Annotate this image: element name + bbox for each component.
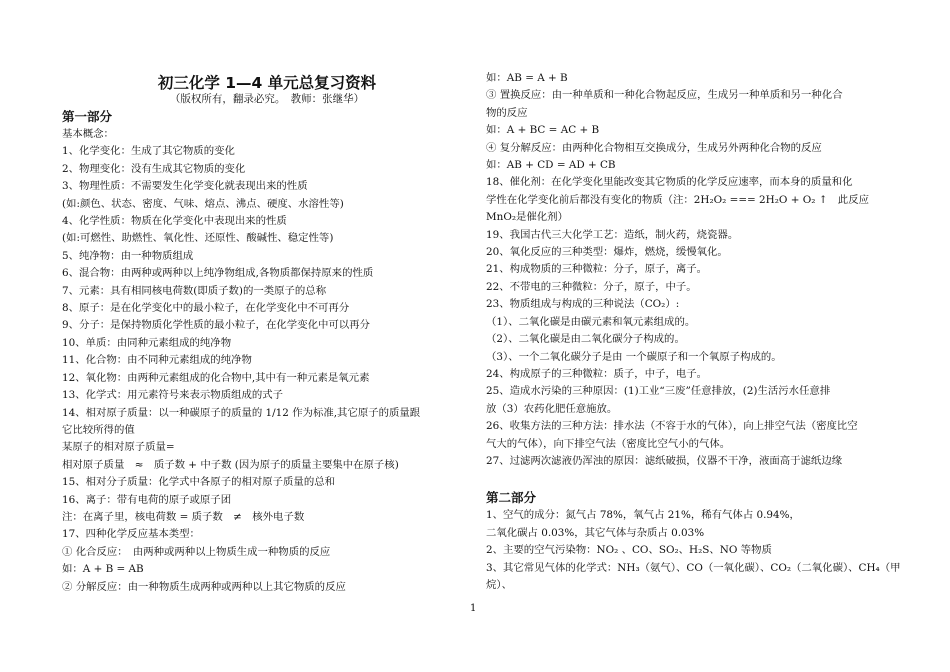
text-line: 相对原子质量 ≈ 质子数 + 中子数 (因为原子的质量主要集中在原子核) — [62, 458, 399, 471]
text-line: 21、构成物质的三种微粒：分子，原子，离子。 — [486, 263, 708, 276]
text-line: ① 化合反应： 由两种或两种以上物质生成一种物质的反应 — [62, 545, 331, 558]
right-column — [486, 70, 901, 594]
text-line: （2）、二氧化碳是由二氧化碳分子构成的。 — [486, 333, 685, 346]
right-body — [486, 70, 894, 470]
text-line: 如：A + B = AB — [62, 563, 144, 576]
text-line: 5、纯净物：由一种物质组成 — [62, 249, 194, 262]
text-line: 物的反应 — [486, 106, 528, 119]
text-line: ② 分解反应：由一种物质生成两种或两种以上其它物质的反应 — [62, 580, 346, 593]
text-line: ③ 置换反应：由一种单质和一种化合物起反应，生成另一种单质和另一种化合 — [486, 89, 843, 102]
text-line: 12、氧化物：由两种元素组成的化合物中,其中有一种元素是氧元素 — [62, 371, 370, 384]
text-line: 1、化学变化：生成了其它物质的变化 — [62, 145, 235, 158]
text-line: (如:可燃性、助燃性、氧化性、还原性、酸碱性、稳定性等) — [62, 232, 334, 245]
part2-heading: 第二部分 — [486, 490, 537, 506]
text-line: 16、离子：带有电荷的原子或原子团 — [62, 493, 232, 506]
text-line: 13、化学式：用元素符号来表示物质组成的式子 — [62, 389, 284, 402]
document-subtitle: （版权所有，翻录必究。 教师：张继华） — [169, 93, 365, 105]
text-line: MnO₂是催化剂） — [486, 211, 568, 224]
text-line: 烷）、 — [486, 578, 512, 591]
text-line: 18、催化剂：在化学变化里能改变其它物质的化学反应速率，而本身的质量和化 — [486, 176, 853, 189]
text-line: 10、单质：由同种元素组成的纯净物 — [62, 336, 232, 349]
text-line: 4、化学性质：物质在化学变化中表现出来的性质 — [62, 215, 287, 228]
text-line: 22、不带电的三种微粒：分子，原子，中子。 — [486, 280, 697, 293]
section-gap — [486, 470, 894, 488]
text-line: 3、物理性质：不需要发生化学变化就表现出来的性质 — [62, 180, 308, 193]
text-line: 8、原子：是在化学变化中的最小粒子，在化学变化中不可再分 — [62, 302, 350, 315]
text-line: 2、主要的空气污染物：NO₂ 、CO、SO₂、H₂S、NO 等物质 — [486, 544, 772, 557]
text-line: 17、四种化学反应基本类型： — [62, 528, 200, 541]
text-line: 9、分子：是保持物质化学性质的最小粒子，在化学变化中可以再分 — [62, 319, 370, 332]
text-line: 学性在化学变化前后都没有变化的物质（注：2H₂O₂ === 2H₂O + O₂ ↑ 此反应 — [486, 193, 869, 206]
text-line: 它比较所得的值 — [62, 423, 135, 436]
part1-heading: 第一部分 — [62, 109, 113, 124]
text-line: 26、收集方法的三种方法：排水法（不容于水的气体），向上排空气法（密度比空 — [486, 420, 858, 433]
text-line: 24、构成原子的三种微粒：质子，中子，电子。 — [486, 367, 708, 380]
text-line: 20、氧化反应的三种类型：爆炸，燃烧，缓慢氧化。 — [486, 246, 728, 259]
text-line: 15、相对分子质量：化学式中各原子的相对原子质量的总和 — [62, 476, 335, 489]
text-line: 如：A + BC = AC + B — [486, 124, 600, 137]
text-line: 放（3）农药化肥任意施放。 — [486, 402, 618, 415]
text-line: 14、相对原子质量：以一种碳原子的质量的 1/12 作为标准,其它原子的质量跟 — [62, 406, 421, 419]
text-line: （1）、二氧化碳是由碳元素和氧元素组成的。 — [486, 315, 696, 328]
text-line: 27、过滤两次滤液仍浑浊的原因：滤纸破损，仪器不干净，液面高于滤纸边缘 — [486, 454, 843, 467]
text-line: 某原子的相对原子质量= — [62, 441, 175, 454]
text-line: 7、元素：具有相同核电荷数(即质子数)的一类原子的总称 — [62, 284, 327, 297]
text-line: 1、空气的成分：氮气占 78%，氧气占 21%，稀有气体占 0.94%， — [486, 509, 800, 522]
text-line: 气大的气体），向下排空气法（密度比空气小的气体。 — [486, 437, 731, 450]
text-line: ④ 复分解反应：由两种化合物相互交换成分，生成另外两种化合物的反应 — [486, 141, 822, 154]
text-line: 基本概念： — [62, 128, 114, 140]
text-line: 如：AB = A + B — [486, 72, 568, 84]
text-line: 23、物质组成与构成的三种说法（CO₂）: — [486, 298, 680, 311]
text-line: 3、其它常见气体的化学式：NH₃（氨气）、CO（一氧化碳）、CO₂（二氧化碳）、CH₄（甲 — [486, 561, 901, 574]
text-line: 6、混合物：由两种或两种以上纯净物组成,各物质都保持原来的性质 — [62, 267, 374, 280]
left-column — [62, 70, 472, 596]
text-line: 注：在离子里，核电荷数 = 质子数 ≠ 核外电子数 — [62, 510, 305, 523]
text-line: 2、物理变化：没有生成其它物质的变化 — [62, 162, 246, 175]
text-line: 11、化合物：由不同种元素组成的纯净物 — [62, 354, 252, 367]
part1-body — [62, 126, 472, 596]
text-line: 二氧化碳占 0.03%，其它气体与杂质占 0.03% — [486, 526, 705, 539]
text-line: 如：AB + CD = AD + CB — [486, 159, 616, 172]
text-line: (如:颜色、状态、密度、气味、熔点、沸点、硬度、水溶性等) — [62, 197, 344, 210]
text-line: 25、造成水污染的三种原因：(1)工业“三废”任意排放，(2)生活污水任意排 — [486, 385, 831, 398]
text-line: 19、我国古代三大化学工艺：造纸，制火药，烧瓷器。 — [486, 228, 739, 241]
document-title: 初三化学 1—4 单元总复习资料 — [157, 74, 377, 92]
page-number: 1 — [470, 603, 477, 614]
text-line: （3）、一个二氧化碳分子是由 一个碳原子和一个氧原子构成的。 — [486, 350, 782, 363]
part2-body — [486, 507, 901, 594]
